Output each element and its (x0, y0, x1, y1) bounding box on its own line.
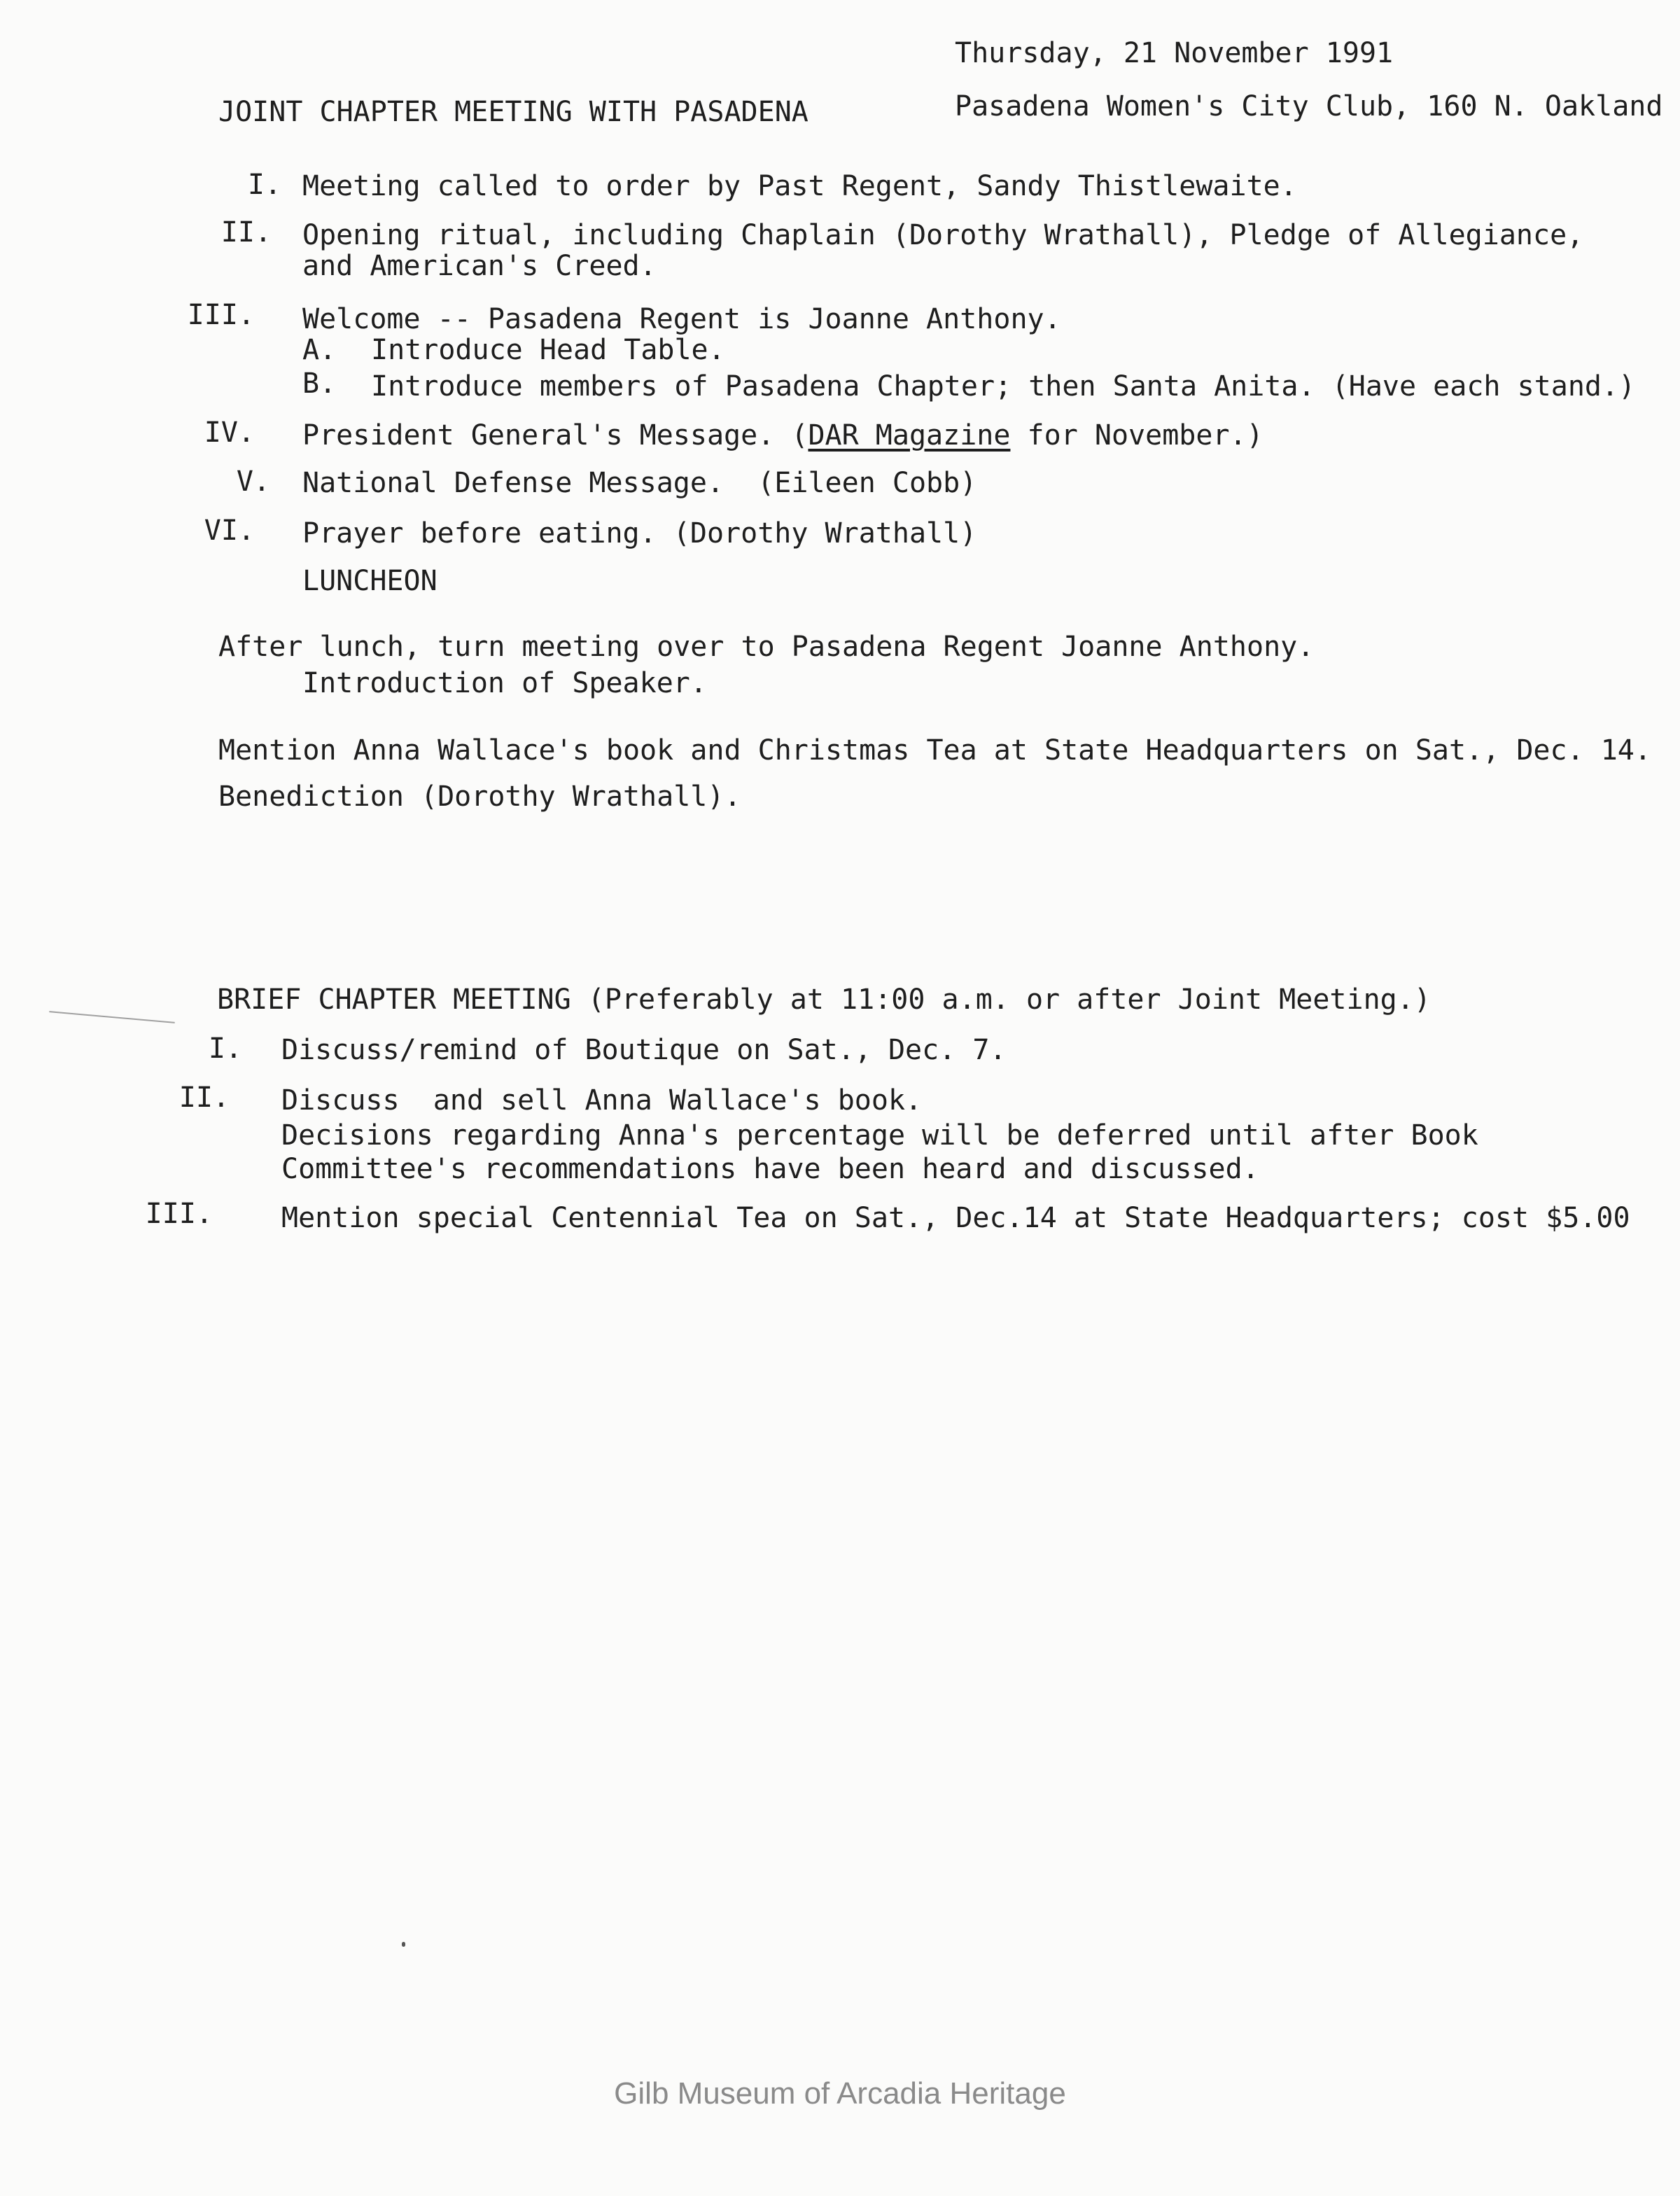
item-number: IV. (204, 417, 255, 449)
item-text: Mention special Centennial Tea on Sat., Dec.14 at State Headquarters; cost $5.00 (281, 1202, 1630, 1234)
item-text: Opening ritual, including Chaplain (Dorothy Wrathall), Pledge of Allegiance, (302, 219, 1584, 251)
sub-item-number: A. (302, 334, 337, 366)
item-text: Meeting called to order by Past Regent, Sandy Thistlewaite. (302, 170, 1297, 202)
item-number: III. (145, 1198, 213, 1230)
item-number: II. (178, 1082, 230, 1114)
meeting-date: Thursday, 21 November 1991 (955, 37, 1394, 69)
item-number: V. (236, 466, 270, 498)
sub-item-text: Introduce members of Pasadena Chapter; then Santa Anita. (Have each stand.) (371, 370, 1636, 403)
brief-meeting-title: BRIEF CHAPTER MEETING (Preferably at 11:00 a.m. or after Joint Meeting.) (217, 984, 1431, 1016)
item-text: Decisions regarding Anna's percentage will be deferred until after Book (281, 1119, 1478, 1152)
item-text: National Defense Message. (Eileen Cobb) (302, 467, 977, 499)
benediction-text: Benediction (Dorothy Wrathall). (218, 781, 741, 813)
sub-item-number: B. (302, 368, 337, 400)
intro-speaker-text: Introduction of Speaker. (302, 667, 707, 699)
item-number: VI. (204, 515, 255, 547)
item-text: Committee's recommendations have been heard and discussed. (281, 1153, 1259, 1185)
item-number: I. (208, 1033, 242, 1065)
luncheon-label: LUNCHEON (302, 565, 438, 597)
item-number: III. (187, 299, 255, 331)
item-text: Discuss/remind of Boutique on Sat., Dec. 7. (281, 1034, 1007, 1066)
scan-mark (49, 1011, 174, 1023)
page-title: JOINT CHAPTER MEETING WITH PASADENA (218, 96, 808, 128)
sub-item-text: Introduce Head Table. (371, 334, 725, 366)
dar-magazine-title: DAR Magazine (808, 419, 1011, 452)
item-text-part: President General's Message. ( (302, 419, 808, 452)
item-text (302, 419, 1264, 452)
mention-text: Mention Anna Wallace's book and Christmas Tea at State Headquarters on Sat., Dec. 14. (218, 734, 1651, 767)
after-lunch-text: After lunch, turn meeting over to Pasadena Regent Joanne Anthony. (218, 631, 1315, 663)
item-text: Discuss and sell Anna Wallace's book. (281, 1084, 923, 1117)
item-text: Prayer before eating. (Dorothy Wrathall) (302, 517, 977, 550)
item-number: I. (247, 169, 281, 201)
item-text-part: for November.) (1010, 419, 1264, 452)
meeting-location: Pasadena Women's City Club, 160 N. Oakland (955, 90, 1663, 123)
museum-watermark: Gilb Museum of Arcadia Heritage (614, 2076, 1066, 2111)
item-number: II. (220, 216, 272, 249)
scan-speck (402, 1942, 405, 1947)
item-text: Welcome -- Pasadena Regent is Joanne Anthony. (302, 303, 1061, 335)
item-text: and American's Creed. (302, 250, 657, 282)
